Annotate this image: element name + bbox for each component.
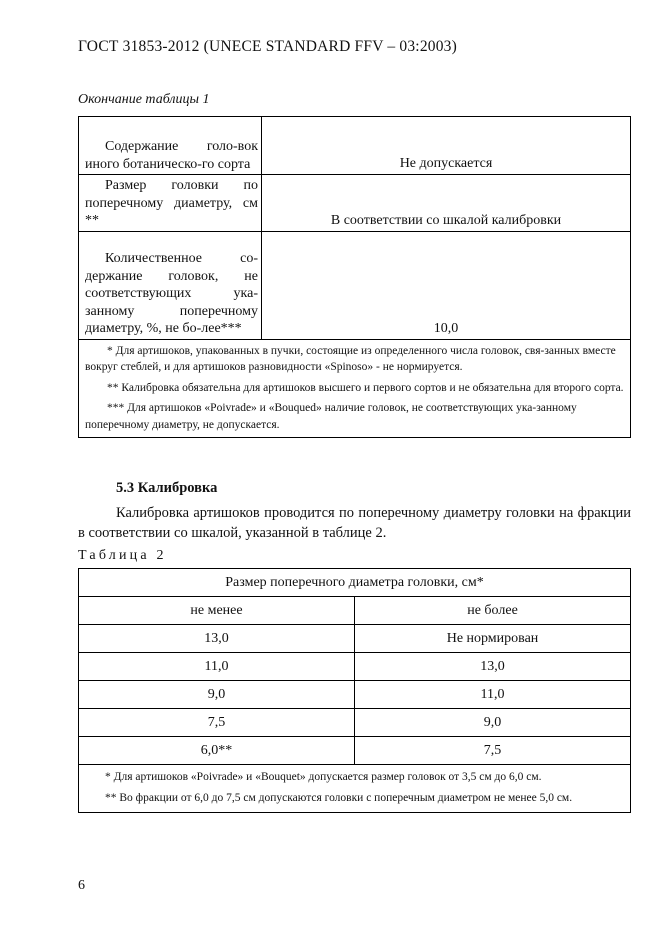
table1-row-value: Не допускается [262, 117, 631, 175]
table1-row-label [79, 175, 262, 232]
table1-row-value: В соответствии со шкалой калибровки [262, 175, 631, 232]
table1-notes [79, 339, 631, 438]
table1-notes-row [79, 339, 631, 438]
column-header-max: не более [355, 597, 631, 625]
table1-row-label-text: Количественное со-держание головок, не соответствующих ука-занному поперечному диаметру, %, не бо-лее*** [85, 251, 258, 336]
section-title: 5.3 Калибровка [116, 480, 218, 496]
table-row [79, 625, 631, 653]
footnote: * Для артишоков «Poivrade» и «Bouquet» допускается размер головок от 3,5 см до 6,0 см. [105, 771, 542, 783]
cell-max: 9,0 [355, 709, 631, 737]
table1-row-label [79, 231, 262, 339]
section-paragraph [78, 503, 631, 543]
cell-min: 11,0 [79, 653, 355, 681]
table-row [79, 231, 631, 339]
cell-min: 7,5 [79, 709, 355, 737]
footnote: * Для артишоков, упакованных в пучки, состоящие из определенного числа головок, свя-занных вместе вокруг стеблей, и для артишоков разновидности «Spinoso» - не нормируется. [85, 344, 616, 373]
cell-min: 13,0 [79, 625, 355, 653]
table-row [79, 709, 631, 737]
table1 [78, 116, 631, 438]
table-row [79, 737, 631, 765]
table1-row-label [79, 117, 262, 175]
table2-header-row [79, 569, 631, 597]
section-paragraph-text: Калибровка артишоков проводится по поперечному диаметру головки на фракции в соответствии со шкалой, указанной в таблице 2. [78, 505, 631, 541]
table2-header: Размер поперечного диаметра головки, см* [79, 569, 631, 597]
page-number: 6 [78, 878, 85, 893]
cell-max: 13,0 [355, 653, 631, 681]
table-row [79, 175, 631, 232]
cell-max: 7,5 [355, 737, 631, 765]
table2-notes [79, 765, 631, 813]
table1-caption: Окончание таблицы 1 [78, 92, 210, 107]
table-row [79, 653, 631, 681]
footnote: ** Во фракции от 6,0 до 7,5 см допускаются головки с поперечным диаметром не менее 5,0 см. [105, 791, 573, 804]
table1-row-label-text: Размер головки по поперечному диаметру, см ** [85, 178, 258, 228]
table2-caption: Таблица 2 [78, 548, 167, 563]
table2 [78, 568, 631, 813]
cell-min: 9,0 [79, 681, 355, 709]
column-header-min: не менее [79, 597, 355, 625]
document-header: ГОСТ 31853-2012 (UNECE STANDARD FFV – 03:2003) [78, 38, 457, 55]
table1-row-label-text: Содержание голо-вок иного ботаническо-го сорта [85, 139, 258, 172]
table-row [79, 681, 631, 709]
table-row [79, 117, 631, 175]
table2-column-headers [79, 597, 631, 625]
footnote: ** Калибровка обязательна для артишоков высшего и первого сортов и не обязательна для второго сорта. [107, 381, 624, 394]
table1-row-value: 10,0 [262, 231, 631, 339]
cell-max: 11,0 [355, 681, 631, 709]
cell-min: 6,0** [79, 737, 355, 765]
table2-notes-row [79, 765, 631, 813]
cell-max: Не нормирован [355, 625, 631, 653]
footnote: *** Для артишоков «Poivrade» и «Bouqued» наличие головок, не соответствующих ука-занному поперечному диаметру, не допускается. [85, 402, 577, 431]
